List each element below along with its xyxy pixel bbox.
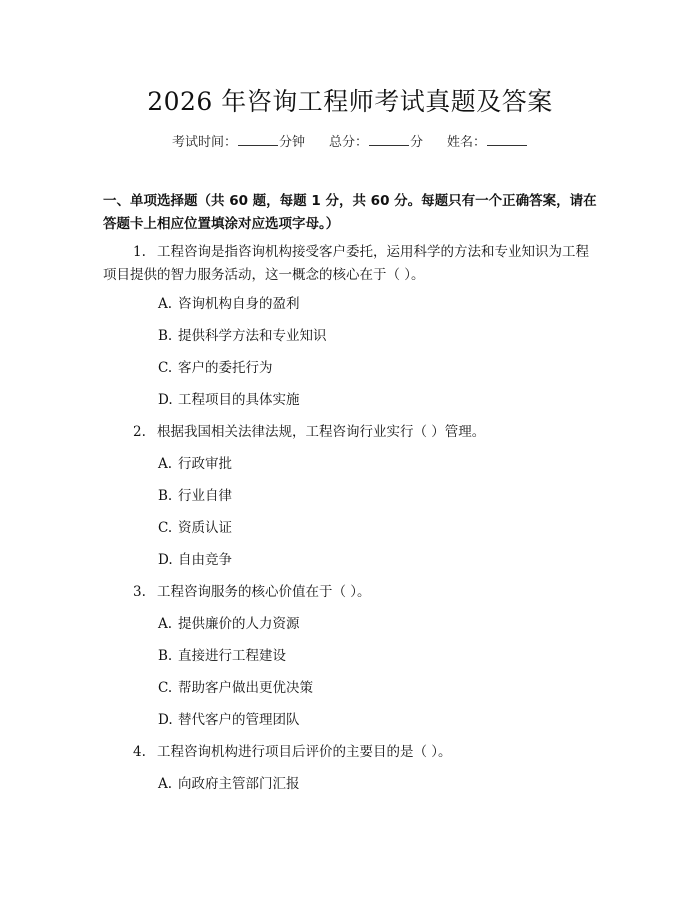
question-number: 1. <box>133 244 146 260</box>
option-text: 工程项目的具体实施 <box>178 392 300 408</box>
option-text: 自由竞争 <box>178 552 232 568</box>
option-letter: B. <box>158 488 173 504</box>
option-3d <box>158 710 300 730</box>
option-text: 客户的委托行为 <box>178 360 273 376</box>
option-text: 提供科学方法和专业知识 <box>178 328 327 344</box>
option-3a <box>158 614 300 634</box>
option-4a <box>158 774 300 794</box>
option-letter: B. <box>158 328 173 344</box>
option-letter: D. <box>158 552 173 568</box>
question-number: 3. <box>133 584 146 600</box>
question-stem: 根据我国相关法律法规，工程咨询行业实行（ ）管理。 <box>157 424 486 440</box>
question-3 <box>103 581 601 604</box>
option-3b <box>158 646 286 666</box>
option-2d <box>158 550 232 570</box>
question-1 <box>103 241 601 287</box>
option-letter: C. <box>158 520 173 536</box>
option-letter: D. <box>158 392 173 408</box>
option-text: 咨询机构自身的盈利 <box>178 296 300 312</box>
score-blank <box>369 133 409 146</box>
question-4 <box>103 741 601 764</box>
option-letter: C. <box>158 360 173 376</box>
option-letter: A. <box>158 616 173 632</box>
question-number: 4. <box>133 744 146 760</box>
option-1a <box>158 294 300 314</box>
option-letter: A. <box>158 296 173 312</box>
option-text: 行政审批 <box>178 456 232 472</box>
exam-meta <box>0 131 700 150</box>
score-label: 总分： <box>328 135 368 150</box>
option-text: 帮助客户做出更优决策 <box>178 680 313 696</box>
question-2 <box>103 421 601 444</box>
option-text: 资质认证 <box>178 520 232 536</box>
question-stem: 工程咨询是指咨询机构接受客户委托，运用科学的方法和专业知识为工程项目提供的智力服务活动，这一概念的核心在于（ ）。 <box>103 244 589 283</box>
option-letter: D. <box>158 712 173 728</box>
option-text: 行业自律 <box>178 488 232 504</box>
time-label: 考试时间： <box>171 135 237 150</box>
option-letter: A. <box>158 776 173 792</box>
option-text: 直接进行工程建设 <box>178 648 286 664</box>
option-1b <box>158 326 327 346</box>
name-label: 姓名： <box>447 135 487 150</box>
question-stem: 工程咨询机构进行项目后评价的主要目的是（ ）。 <box>157 744 452 760</box>
name-blank <box>487 133 527 146</box>
page-title: 2026 年咨询工程师考试真题及答案 <box>147 87 553 116</box>
score-unit: 分 <box>410 135 424 150</box>
option-text: 向政府主管部门汇报 <box>178 776 300 792</box>
time-unit: 分钟 <box>278 135 305 150</box>
time-blank <box>238 133 278 146</box>
option-2a <box>158 454 232 474</box>
option-letter: A. <box>158 456 173 472</box>
option-text: 替代客户的管理团队 <box>178 712 300 728</box>
option-letter: B. <box>158 648 173 664</box>
option-2c <box>158 518 232 538</box>
option-1c <box>158 358 273 378</box>
section-heading: 一、单项选择题（共 60 题，每题 1 分，共 60 分。每题只有一个正确答案，请在答题卡上相应位置填涂对应选项字母。） <box>103 193 597 232</box>
question-number: 2. <box>133 424 146 440</box>
question-stem: 工程咨询服务的核心价值在于（ ）。 <box>157 584 371 600</box>
option-1d <box>158 390 300 410</box>
option-2b <box>158 486 232 506</box>
option-text: 提供廉价的人力资源 <box>178 616 300 632</box>
option-letter: C. <box>158 680 173 696</box>
option-3c <box>158 678 313 698</box>
